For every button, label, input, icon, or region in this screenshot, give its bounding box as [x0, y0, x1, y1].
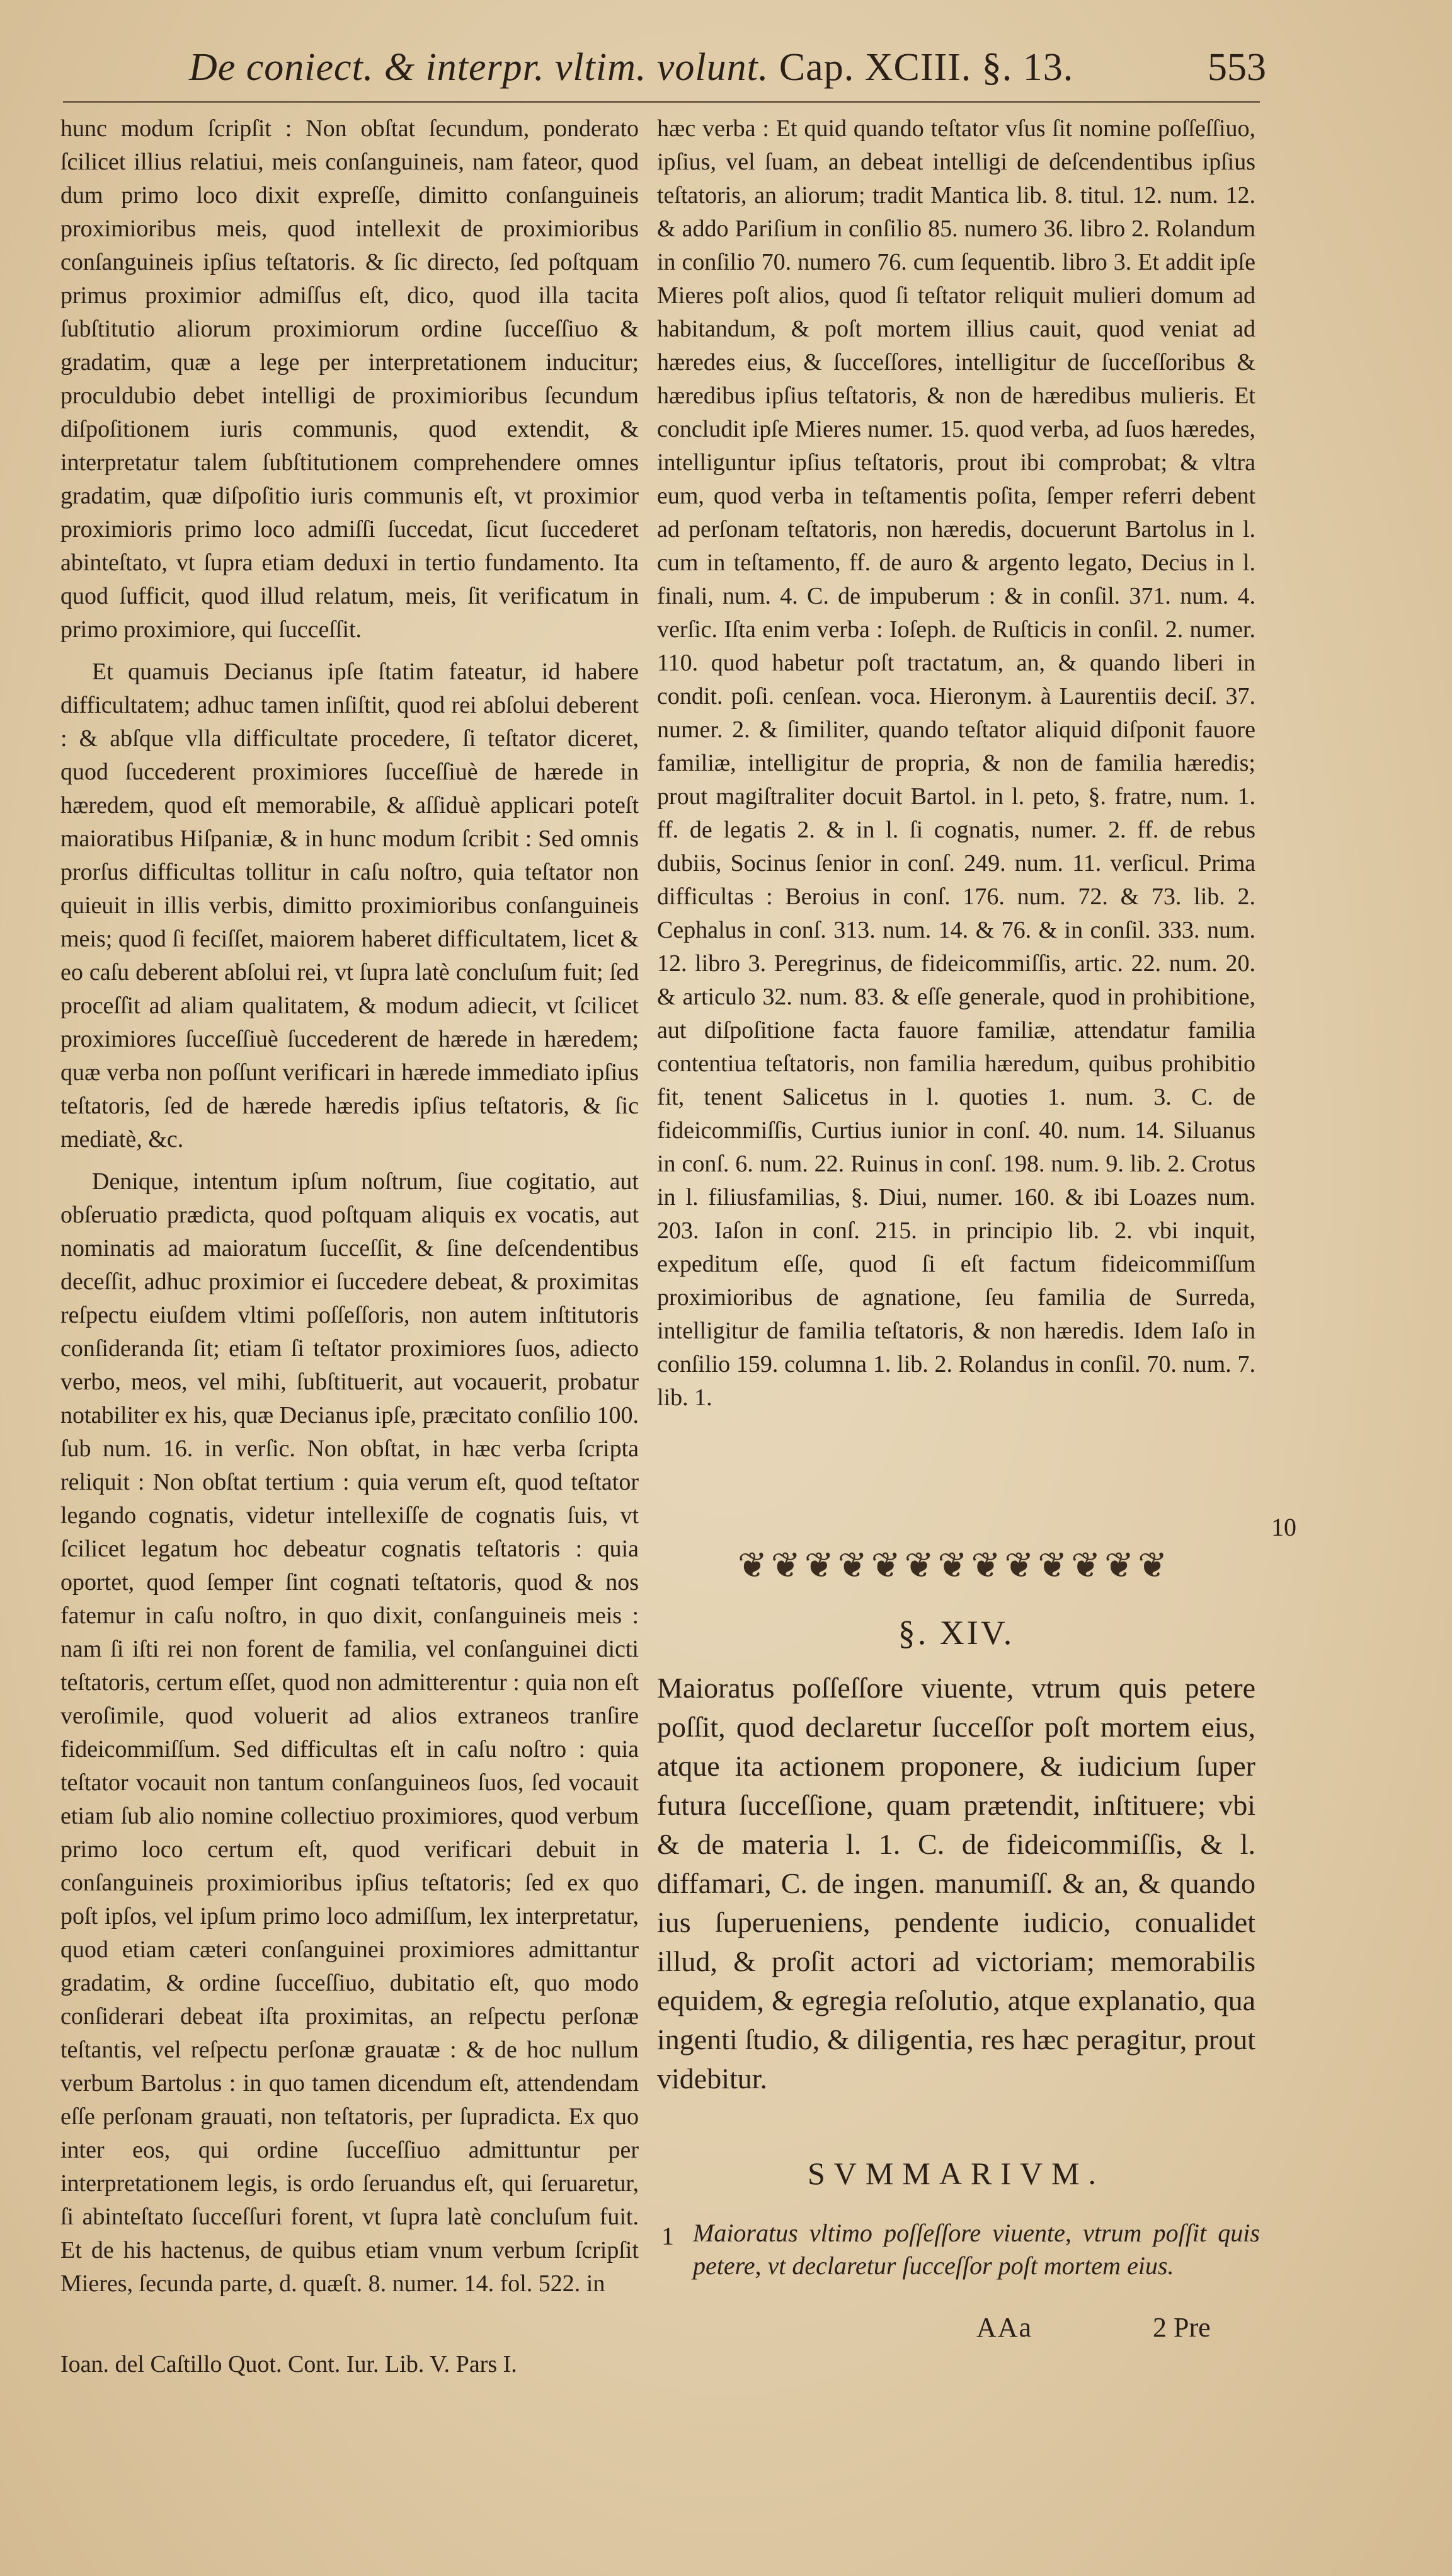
section-body: Maioratus poſſeſſore viuente, vtrum quis petere poſſit, quod declaretur ſucceſſor poſt mortem eius, atque ita actionem proponere, & iudicium ſuper futura ſucceſſione, quam prætendit, inſtituere; vbi & de materia l. 1. C. de fideicommiſſis, & l. diffamari, C. de ingen. manumiſſ. & an, & quando ius ſuperueniens, pendente iudicio, conualidet illud, & proſit actori ad victoriam; memorabilis equidem, & egregia reſolutio, atque explanatio, qua ingenti ſtudio, & diligentia, res hæc peragitur, prout videbitur. — [657, 1672, 1255, 2095]
margin-note: 10 — [1271, 1513, 1296, 1541]
signature-mark: AAa — [976, 2312, 1033, 2343]
left-column — [60, 112, 639, 2343]
chapter-reference: Cap. XCIII. §. 13. — [779, 46, 1074, 89]
right-column — [657, 112, 1255, 1543]
left-paragraph-3: Denique, intentum ipſum noſtrum, ſiue cogitatio, aut obſeruatio prædicta, quod poſtquam aliquis ex vocatis, aut nominatis ad maioratum ſucceſſit, & ſine deſcendentibus deceſſit, adhuc proximior ei ſuccedere debeat, & proximitas reſpectu eiuſdem vltimi poſſeſſoris, non autem inſtitutoris conſideranda ſit; etiam ſi teſtator proximiores ſuos, adiecto verbo, meos, vel mihi, ſubſtituerit, aut vocauerit, probatur notabiliter ex his, quæ Decianus ipſe, præcitato conſilio 100. ſub num. 16. in verſic. Non obſtat, in hæc verba ſcripta reliquit : Non obſtat tertium : quia verum eſt, quod teſtator legando cognatis, videtur intellexiſſe de cognatis ſuis, vt ſcilicet legatum hoc debeatur cognatis teſtatoris : quia oportet, quod ſemper ſint cognati teſtatoris, quod & nos fatemur in caſu noſtro, in quo dixit, conſanguineis meis : nam ſi iſti rei non forent de familia, vel conſanguinei dicti teſtatoris, certum eſſet, quod non admitterentur : quia non eſt veroſimile, quod voluerit ad alios extraneos tranſire fideicommiſſum. Sed difficultas eſt in caſu noſtro : quia teſtator vocauit non tantum conſanguineos ſuos, ſed vocauit etiam ſub alio nomine collectiuo proximiores, quod verbum primo loco certum eſt, quod verificari debuit in conſanguineis proximioribus ipſius teſtatoris; ſed ex quo poſt ipſos, vel ipſum primo loco admiſſum, lex interpretatur, quod etiam cæteri conſanguinei proximiores admittantur gradatim, & ordine ſucceſſiuo, dubitatio eſt, quo modo conſiderari debeat iſta proximitas, an reſpectu perſonæ teſtantis, vel reſpectu perſonæ grauatæ : & de hoc nullum verbum Bartolus : in quo tamen dicendum eſt, attendendam eſſe perſonam grauati, non teſtatoris, per ſupradicta. Ex quo inter eos, qui ordine ſucceſſiuo admittuntur per interpretationem legis, is ordo ſeruandus eſt, qui ſeruaretur, ſi abinteſtato ſucceſſuri forent, vt ſupra latè concluſum fuit. Et de his hactenus, de quibus etiam vnum verbum ſcripſit Mieres, ſecunda parte, d. quæſt. 8. numer. 14. fol. 522. in — [60, 1168, 639, 2297]
page-number: 553 — [1208, 46, 1266, 89]
summary-item: Maioratus vltimo poſſeſſore viuente, vtrum poſſit quis petere, vt declaretur ſucceſſor poſt mortem eius. — [693, 2219, 1260, 2280]
fleuron-ornament: ❦❦❦❦❦❦❦❦❦❦❦❦❦ — [738, 1546, 1171, 1585]
running-title: De coniect. & interpr. vltim. volunt. — [189, 46, 769, 89]
header-rule — [63, 101, 1260, 103]
summary-heading: SVMMARIVM. — [807, 2156, 1105, 2191]
section-heading: §. XIV. — [898, 1614, 1015, 1652]
right-paragraph-1: hæc verba : Et quid quando teſtator vſus ſit nomine poſſeſſiuo, ipſius, vel ſuam, an debeat intelligi de deſcendentibus ipſius teſtatoris, an aliorum; tradit Mantica lib. 8. titul. 12. num. 12. & addo Pariſium in conſilio 85. numero 36. libro 2. Rolandum in conſilio 70. numero 76. cum ſequentib. libro 3. Et addit ipſe Mieres poſt alios, quod ſi teſtator reliquit mulieri domum ad habitandum, & poſt mortem illius cauit, quod veniat ad hæredes eius, & ſucceſſores, intelligitur de ſucceſſoribus & hæredibus ipſius teſtatoris, & non de hæredibus mulieris. Et concludit ipſe Mieres numer. 15. quod verba, ad ſuos hæredes, intelliguntur ipſius teſtatoris, prout ibi comprobat; & vltra eum, quod verba in teſtamentis poſita, ſemper referri debent ad perſonam teſtatoris, non hæredis, docuerunt Bartolus in l. cum in teſtamento, ff. de auro & argento legato, Decius in l. finali, num. 4. C. de impuberum : & in conſil. 371. num. 4. verſic. Iſta enim verba : Ioſeph. de Ruſticis in conſil. 2. numer. 110. quod habetur poſt tractatum, an, & quando liberi in condit. poſi. cenſean. voca. Hieronym. à Laurentiis deciſ. 37. numer. 2. & ſimiliter, quando teſtator aliquid diſponit fauore familiæ, intelligitur de propria, & non de familia hæredis; prout magiſtraliter docuit Bartol. in l. peto, §. fratre, num. 1. ff. de legatis 2. & in l. ſi cognatis, numer. 2. ff. de rebus dubiis, Socinus ſenior in conſ. 249. num. 11. verſicul. Prima difficultas : Beroius in conſ. 176. num. 72. & 73. lib. 2. Cephalus in conſ. 313. num. 14. & 76. & in conſil. 333. num. 12. libro 3. Peregrinus, de fideicommiſſis, artic. 22. num. 20. & articulo 32. num. 83. & eſſe generale, quod in prohibitione, aut diſpoſitione facta fauore familiæ, attendatur familia contentiua teſtatoris, non familia hæredum, quibus prohibitio fit, tenent Salicetus in l. quoties 1. num. 3. C. de fideicommiſſis, Curtius iunior in conſ. 40. num. 14. Siluanus in conſ. 6. num. 22. Ruinus in conſ. 198. num. 9. lib. 2. Crotus in l. filiusfamilias, §. Diui, numer. 160. & ibi Loazes num. 203. Iaſon in conſ. 215. in principio lib. 2. vbi inquit, expeditum eſſe, quod ſi eſt factum fideicommiſſum proximioribus de agnatione, ſeu familia de Surreda, intelligitur de familia teſtatoris, & non hæredis. Idem Iaſo in conſilio 159. columna 1. lib. 2. Rolandus in conſil. 70. num. 7. lib. 1. — [657, 115, 1255, 1411]
left-paragraph-2: Et quamuis Decianus ipſe ſtatim fateatur, id habere difficultatem; adhuc tamen inſiſtit, quod rei abſolui deberent : & abſque vlla difficultate procedere, ſi teſtator diceret, quod ſuccederent proximiores ſucceſſiuè de hærede in hæredem, quod eſt memorabile, & aſſiduè applicari poteſt maioratibus Hiſpaniæ, & in hunc modum ſcribit : Sed omnis prorſus difficultas tollitur in caſu noſtro, quia teſtator non quieuit in illis verbis, dimitto proximioribus conſanguineis meis; quod ſi feciſſet, maiorem haberet difficultatem, licet & eo caſu deberent abſolui rei, vt ſupra latè concluſum fuit; ſed proceſſit ad aliam qualitatem, & modum adiecit, vt ſcilicet proximiores ſucceſſiuè ſuccederent de hærede in hæredem; quæ verba non poſſunt verificari in hærede immediato ipſius teſtatoris, ſed de hærede hæredis ipſius teſtatoris, & ſic mediatè, &c. — [60, 658, 639, 1153]
catchword: 2 Pre — [1153, 2312, 1211, 2343]
running-head — [189, 45, 1260, 90]
footer-line: Ioan. del Caſtillo Quot. Cont. Iur. Lib. V. Pars I. — [60, 2351, 517, 2378]
left-paragraph-1: hunc modum ſcripſit : Non obſtat ſecundum, ponderato ſcilicet illius relatiui, meis conſanguineis, nam fateor, quod dum primo loco dixit expreſſe, dimitto conſanguineis proximioribus meis, quod intellexit de proximioribus conſanguineis ipſius teſtatoris. & ſic directo, ſed poſtquam primus proximior admiſſus eſt, dico, quod illa tacita ſubſtitutio aliorum proximiorum ordine ſucceſſiuo & gradatim, quæ a lege per interpretationem inducitur; proculdubio debet intelligi de proximioribus ſecundum diſpoſitionem iuris communis, quod extendit, & interpretatur talem ſubſtitutionem comprehendere omnes gradatim, quæ diſpoſitio iuris communis eſt, vt proximior proximioris primo loco admiſſi ſuccedat, ſicut ſuccederet abinteſtato, vt ſupra etiam deduxi in tertio fundamento. Ita quod ſufficit, quod illud relatum, meis, ſit verificatum in primo proximiore, qui ſucceſſit. — [60, 115, 639, 643]
summary-item-number: 1 — [661, 2222, 674, 2250]
